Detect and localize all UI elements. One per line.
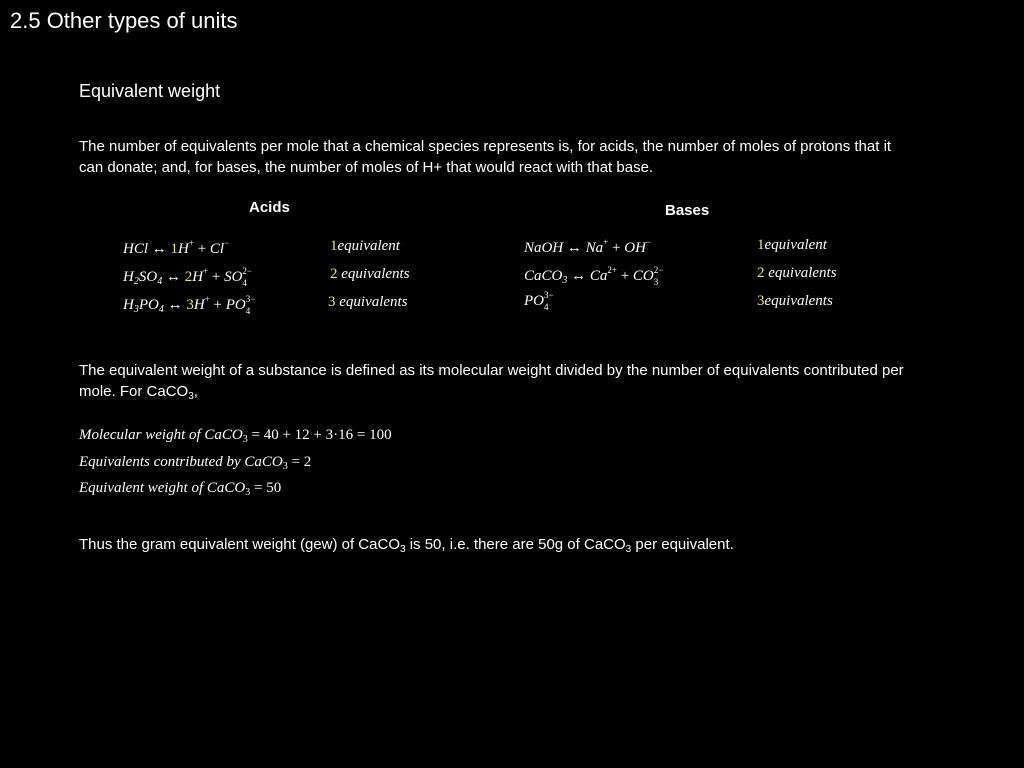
acid-count-hcl: 1equivalent bbox=[330, 238, 400, 254]
bases-heading: Bases bbox=[665, 202, 710, 219]
base-equation-naoh: NaOH ↔ Na+ + OH− bbox=[524, 237, 651, 256]
base-count-po4: 3equivalents bbox=[757, 293, 833, 309]
base-equation-caco3: CaCO$_3$ ↔ $Ca^{2+}$ + CO 2− 3 bbox=[524, 265, 664, 287]
slide-title: 2.5 Other types of units bbox=[10, 8, 238, 33]
intro-paragraph: The number of equivalents per mole that a chemical species represents is, for acids, the number of moles of protons that it can donate; and, for bases, the number of moles of H+ that would react with that base. bbox=[79, 138, 892, 176]
base-equation-po4: PO 3− 4 bbox=[524, 290, 554, 312]
base-count-caco3: 2 equivalents bbox=[757, 265, 837, 281]
calc-equivalents: Equivalents contributed by CaCO$_3$ = 2 bbox=[79, 454, 312, 472]
section-subtitle: Equivalent weight bbox=[79, 81, 221, 101]
acid-equation-h2so4: $H_2SO_4$ ↔ 2H+ + SO 2− 4 bbox=[123, 266, 252, 288]
conclusion-paragraph: Thus the gram equivalent weight (gew) of CaCO$_3$ is 50, i.e. there are 50g of CaCO$_3$ per equivalent. bbox=[79, 536, 734, 555]
acid-count-h3po4: 3 equivalents bbox=[328, 294, 408, 310]
acid-equation-hcl: HCl ↔ 1H+ + Cl− bbox=[123, 238, 230, 257]
acids-heading: Acids bbox=[249, 199, 290, 216]
acid-equation-h3po4: $H_3PO_4$ ↔ 3H+ + PO 3− 4 bbox=[123, 294, 256, 316]
definition-paragraph: The equivalent weight of a substance is defined as its molecular weight divided by the number of equivalents contributed per mole. For CaCO$_3$, bbox=[79, 362, 904, 402]
acid-count-h2so4: 2 equivalents bbox=[330, 266, 410, 282]
calc-equivalent-weight: Equivalent weight of CaCO$_3$ = 50 bbox=[79, 480, 282, 498]
base-count-naoh: 1equivalent bbox=[757, 237, 827, 253]
calc-molecular-weight: Molecular weight of CaCO$_3$ = 40 + 12 + 3·16 = 100 bbox=[79, 427, 392, 445]
